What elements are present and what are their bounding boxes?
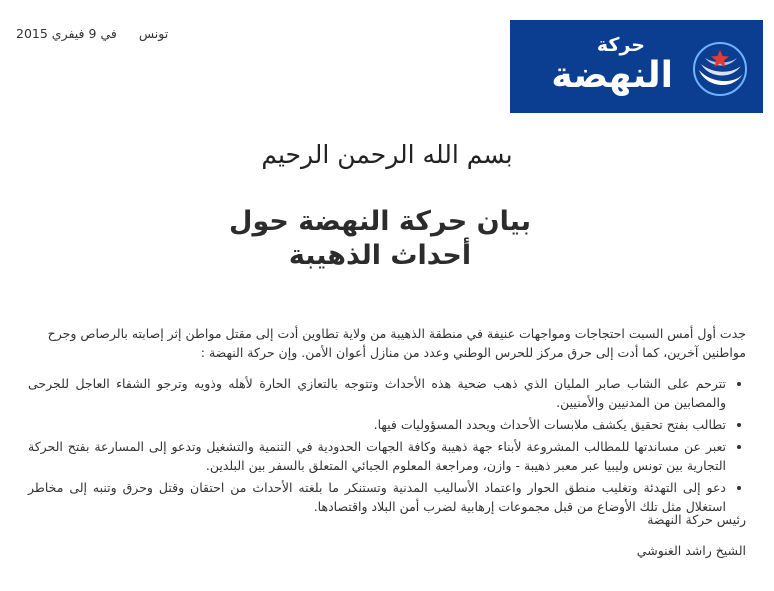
intro-paragraph: جدت أول أمس السبت احتجاجات ومواجهات عنيفة في منطقة الذهيبة من ولاية تطاوين أدت إلى مقتل مواطن إثر إصابته بالرصاص وجرح مواطنين آخرين، كما أدت إلى حرق مركز للحرس الوطني وعدد من منازل أعوان الأمن. وإن حركة النهضة : — [47, 326, 746, 360]
city: تونس — [138, 26, 169, 41]
date-word: في — [100, 26, 117, 41]
ennahda-logo — [510, 20, 763, 113]
page-title: بيان حركة النهضة حول أحداث الذهيبة — [229, 206, 531, 271]
dove-emblem-icon — [691, 40, 749, 98]
list-item: • تترحم على الشاب صابر المليان الذي ذهب ضحية هذه الأحداث وتتوجه بالتعازي الحارة لأهله وذويه وترجو الشفاء العاجل للجرحى والمصابين من المدنيين والأمنيين. — [28, 374, 726, 412]
list-item: • دعو إلى التهدئة وتغليب منطق الحوار واعتماد الأساليب المدنية وتستنكر ما بلغته الأحداث من احتقان وقتل وحرق وتنبه إلى مخاطر استغلال مثل تلك الأوضاع من قبل مجموعات إرهابية لضرب أمن البلاد واقتصادها. — [28, 478, 726, 516]
list-item: • تعبر عن مساندتها للمطالب المشروعة لأبناء جهة ذهيبة وكافة الجهات الحدودية في التنمية والتشغيل وتدعو إلى المسارعة بفتح الحركة التجارية بين تونس وليبيا عبر معبر ذهيبة - وازن، ومراجعة المعلوم الجبائي المتعلق بالسفر بين البلدين. — [28, 437, 726, 475]
points-list — [28, 374, 746, 516]
date: 9 فيفري 2015 — [16, 26, 97, 41]
statement-body — [28, 324, 746, 519]
signature-role: رئيس حركة النهضة — [647, 512, 746, 527]
signature-name: الشيخ راشد الغنوشي — [636, 543, 746, 558]
logo-text-line2: النهضة — [551, 55, 673, 96]
basmala: بسم الله الرحمن الرحيم — [261, 140, 513, 169]
list-item: • تطالب بفتح تحقيق يكشف ملابسات الأحداث ويحدد المسؤوليات فيها. — [28, 415, 726, 434]
dateline — [16, 26, 168, 41]
logo-text-line1: حركة — [596, 34, 645, 56]
